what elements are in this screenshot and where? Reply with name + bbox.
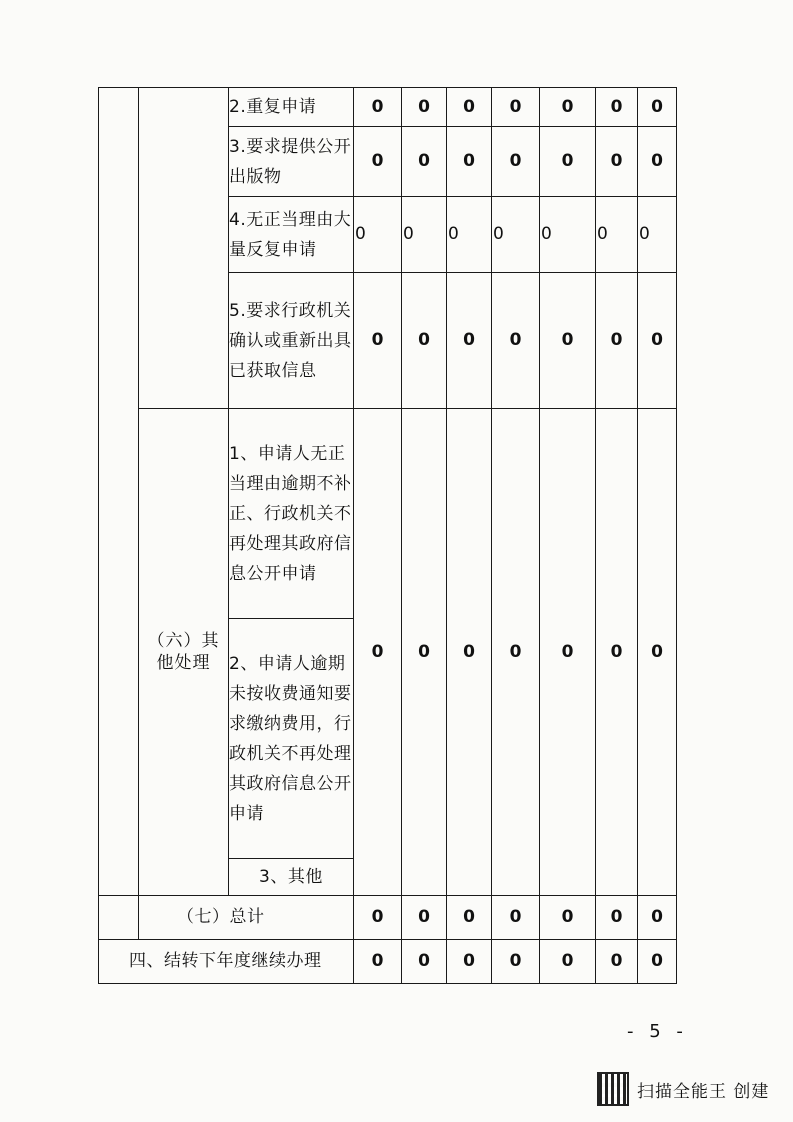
value-cell: 0 [492, 896, 540, 940]
row-label: 3.要求提供公开出版物 [229, 127, 354, 197]
row-label: 2、申请人逾期未按收费通知要求缴纳费用，行政机关不再处理其政府信息公开申请 [229, 619, 354, 859]
value-cell: 0 [638, 273, 677, 409]
value-cell: 0 [596, 273, 638, 409]
table-row [99, 88, 677, 127]
statistics-table [98, 87, 677, 984]
value-cell: 0 [596, 197, 638, 273]
value-cell: 0 [596, 88, 638, 127]
value-cell: 0 [447, 940, 492, 984]
value-cell: 0 [540, 896, 596, 940]
row-label: 2.重复申请 [229, 88, 354, 127]
sub-category-cell [139, 88, 229, 409]
value-cell: 0 [492, 127, 540, 197]
value-cell: 0 [596, 127, 638, 197]
value-cell: 0 [402, 127, 447, 197]
row-label: 4.无正当理由大量反复申请 [229, 197, 354, 273]
value-cell: 0 [354, 88, 402, 127]
value-cell: 0 [402, 409, 447, 896]
value-cell: 0 [540, 273, 596, 409]
value-cell: 0 [540, 127, 596, 197]
value-cell: 0 [354, 940, 402, 984]
value-cell: 0 [540, 940, 596, 984]
value-cell: 0 [492, 940, 540, 984]
value-cell: 0 [447, 197, 492, 273]
value-cell: 0 [540, 409, 596, 896]
value-cell: 0 [354, 896, 402, 940]
row-label: 5.要求行政机关确认或重新出具已获取信息 [229, 273, 354, 409]
value-cell: 0 [540, 197, 596, 273]
value-cell: 0 [447, 896, 492, 940]
value-cell: 0 [354, 273, 402, 409]
table-row [99, 409, 677, 619]
scanner-watermark [597, 1072, 769, 1106]
table-row [99, 896, 677, 940]
scanner-watermark-text: 扫描全能王 创建 [637, 1081, 770, 1102]
row-label: （七）总计 [139, 896, 354, 940]
qr-code-icon [597, 1072, 629, 1106]
value-cell: 0 [638, 940, 677, 984]
value-cell: 0 [492, 409, 540, 896]
value-cell: 0 [354, 409, 402, 896]
row-label: 3、其他 [229, 859, 354, 896]
value-cell: 0 [402, 273, 447, 409]
value-cell: 0 [540, 88, 596, 127]
value-cell: 0 [638, 127, 677, 197]
outer-category-cell [99, 88, 139, 896]
value-cell: 0 [447, 88, 492, 127]
value-cell: 0 [402, 88, 447, 127]
value-cell: 0 [354, 197, 402, 273]
value-cell: 0 [447, 409, 492, 896]
table-row [99, 940, 677, 984]
row-label: 1、申请人无正当理由逾期不补正、行政机关不再处理其政府信息公开申请 [229, 409, 354, 619]
value-cell: 0 [447, 127, 492, 197]
value-cell: 0 [402, 197, 447, 273]
value-cell: 0 [492, 197, 540, 273]
value-cell: 0 [492, 88, 540, 127]
value-cell: 0 [447, 273, 492, 409]
value-cell: 0 [638, 197, 677, 273]
page-number: - 5 - [627, 1021, 688, 1042]
value-cell: 0 [638, 896, 677, 940]
value-cell: 0 [596, 940, 638, 984]
value-cell: 0 [492, 273, 540, 409]
other-handling-category: （六）其他处理 [139, 409, 229, 896]
value-cell: 0 [402, 940, 447, 984]
value-cell: 0 [638, 88, 677, 127]
value-cell: 0 [596, 409, 638, 896]
value-cell: 0 [638, 409, 677, 896]
value-cell: 0 [402, 896, 447, 940]
outer-category-cell [99, 896, 139, 940]
value-cell: 0 [354, 127, 402, 197]
value-cell: 0 [596, 896, 638, 940]
row-label: 四、结转下年度继续办理 [99, 940, 354, 984]
